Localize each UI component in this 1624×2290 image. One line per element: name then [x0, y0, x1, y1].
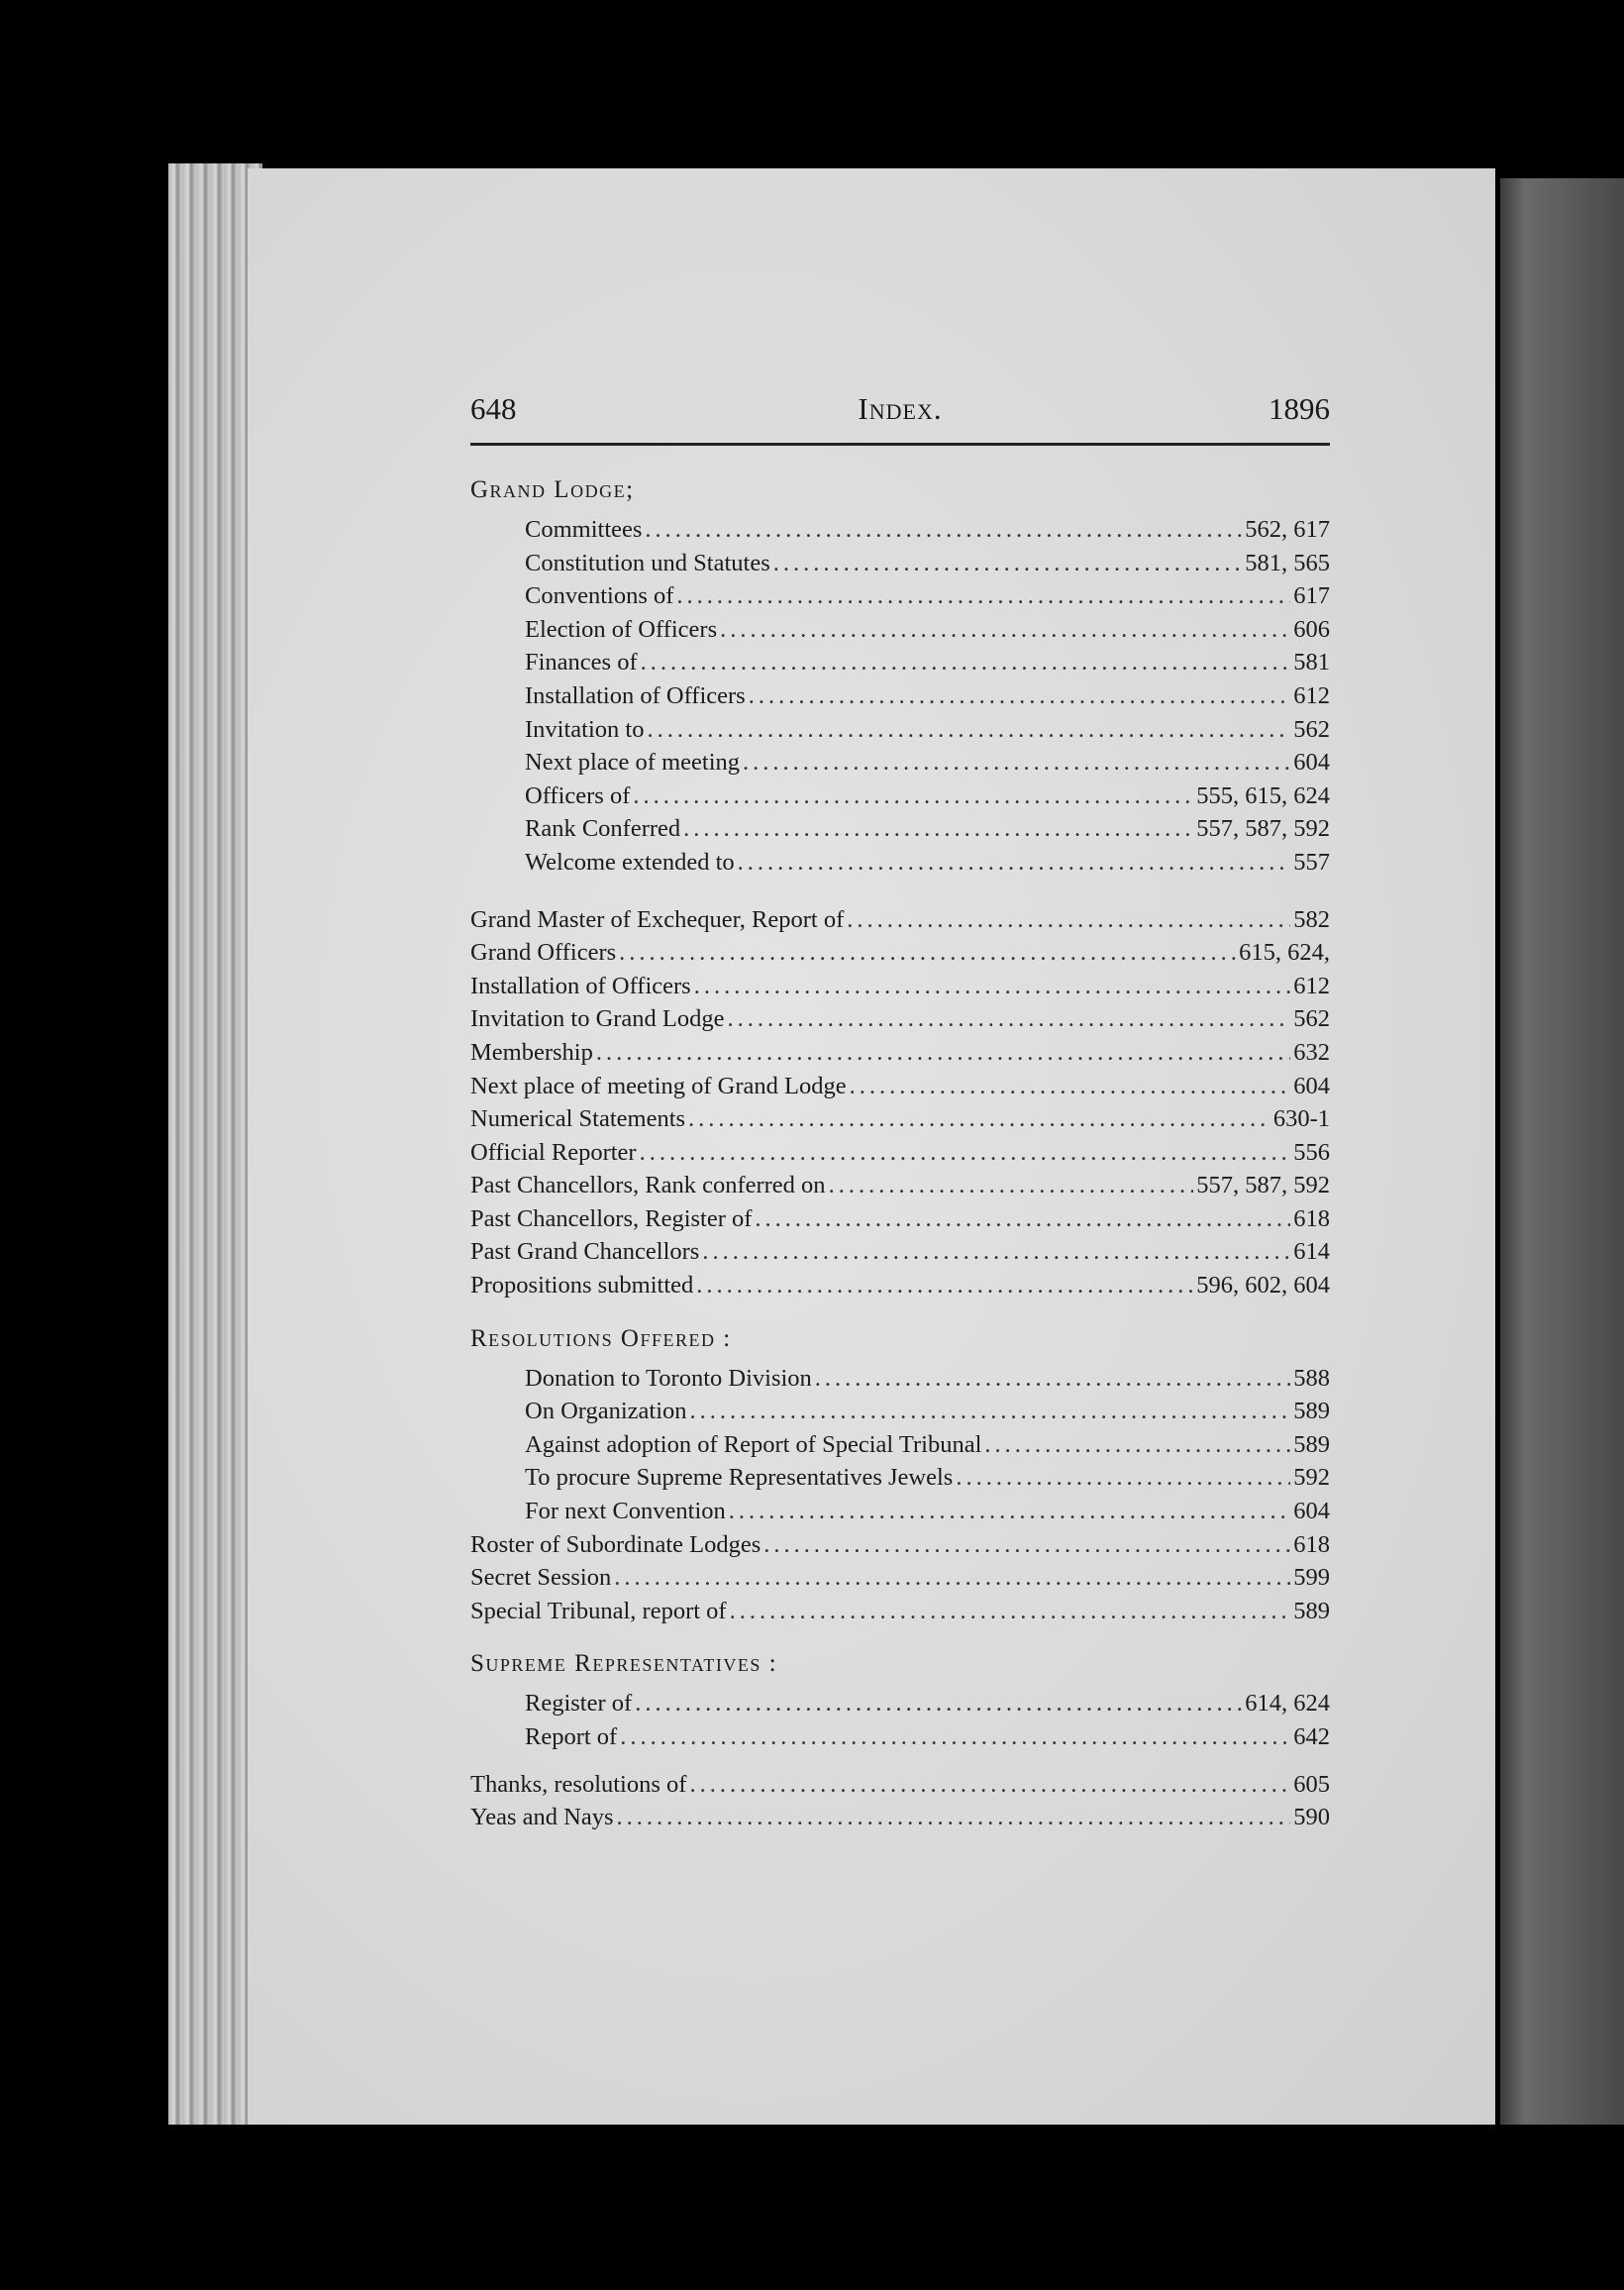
index-entry-pages: 557, 587, 592: [1196, 1172, 1330, 1199]
dot-leader: [596, 1036, 1290, 1070]
grand-lodge-entries: [470, 513, 1330, 880]
index-entry-pages: 642: [1293, 1723, 1330, 1750]
dot-leader: [984, 1428, 1290, 1462]
index-entry-label: Secret Session: [470, 1564, 612, 1592]
supreme-representatives-entries: [470, 1687, 1330, 1753]
index-entry-pages: 557: [1293, 848, 1330, 876]
index-entry: [470, 579, 1330, 613]
index-entry: [470, 646, 1330, 679]
index-entry-pages: 582: [1293, 905, 1330, 933]
index-entry-pages: 590: [1293, 1804, 1330, 1831]
index-entry: [470, 1595, 1330, 1628]
dot-leader: [743, 746, 1290, 780]
index-entry-label: Conventions of: [525, 582, 674, 610]
index-entry-label: Invitation to: [525, 715, 645, 743]
general-entries-c: [470, 1768, 1330, 1834]
dot-leader: [647, 713, 1290, 747]
index-entry-pages: 605: [1293, 1770, 1330, 1798]
dot-leader: [694, 970, 1291, 1003]
index-entry: [470, 1102, 1330, 1136]
general-entries-a: [470, 903, 1330, 1302]
index-entry-pages: 606: [1293, 615, 1330, 643]
dot-leader: [850, 1070, 1291, 1103]
index-entry: [470, 1428, 1330, 1462]
index-entry-pages: 618: [1293, 1530, 1330, 1558]
index-entry-label: Special Tribunal, report of: [470, 1597, 727, 1624]
index-entry-pages: 589: [1293, 1430, 1330, 1458]
index-entry-pages: 581, 565: [1245, 549, 1330, 576]
dot-leader: [633, 780, 1193, 813]
index-entry-pages: 562: [1293, 1005, 1330, 1033]
index-entry-pages: 562, 617: [1245, 516, 1330, 543]
dot-leader: [696, 1269, 1193, 1302]
index-entry-label: Past Chancellors, Rank conferred on: [470, 1172, 826, 1199]
index-entry-label: Report of: [525, 1723, 618, 1750]
index-entry-label: Grand Master of Exchequer, Report of: [470, 905, 845, 933]
index-entry-pages: 592: [1293, 1464, 1330, 1492]
index-entry-label: Rank Conferred: [525, 815, 681, 843]
page-year: 1896: [1269, 391, 1330, 426]
index-entry-pages: 612: [1293, 972, 1330, 999]
dot-leader: [683, 812, 1193, 846]
index-entry: [470, 1070, 1330, 1103]
index-entry: [470, 1036, 1330, 1070]
section-heading-grand-lodge: Grand Lodge;: [470, 476, 635, 503]
dot-leader: [773, 547, 1243, 580]
index-entry-label: Membership: [470, 1038, 593, 1066]
index-entry: [470, 1687, 1330, 1720]
index-entry-label: Past Chancellors, Register of: [470, 1204, 753, 1232]
index-entry-pages: 555, 615, 624: [1196, 781, 1330, 809]
dot-leader: [847, 903, 1290, 937]
index-entry-pages: 557, 587, 592: [1196, 815, 1330, 843]
index-entry-label: Yeas and Nays: [470, 1804, 614, 1831]
index-entry-pages: 556: [1293, 1138, 1330, 1166]
index-entry-pages: 581: [1293, 649, 1330, 677]
index-entry-pages: 604: [1293, 1072, 1330, 1099]
index-entry: [470, 679, 1330, 713]
dot-leader: [829, 1169, 1194, 1202]
section-heading-supreme-representatives: Supreme Representatives :: [470, 1650, 778, 1678]
dot-leader: [645, 513, 1242, 547]
facing-page-edge: [1500, 178, 1624, 2125]
index-entry: [470, 1002, 1330, 1036]
index-entry-pages: 562: [1293, 715, 1330, 743]
index-entry-label: Installation of Officers: [525, 681, 746, 709]
dot-leader: [738, 846, 1291, 880]
index-entry-pages: 617: [1293, 582, 1330, 610]
page-header: [470, 391, 1330, 446]
index-entry: [470, 1461, 1330, 1495]
index-entry-label: Election of Officers: [525, 615, 718, 643]
index-entry-label: Next place of meeting: [525, 749, 741, 777]
dot-leader: [702, 1235, 1290, 1269]
index-entry: [470, 780, 1330, 813]
index-entry-label: Committees: [525, 516, 643, 543]
index-entry: [470, 1169, 1330, 1202]
index-entry: [470, 846, 1330, 880]
index-entry-pages: 615, 624,: [1239, 939, 1330, 967]
index-entry-label: Against adoption of Report of Special Tribunal: [525, 1430, 982, 1458]
index-entry: [470, 547, 1330, 580]
index-entry-label: Thanks, resolutions of: [470, 1770, 687, 1798]
index-entry: [470, 1269, 1330, 1302]
dot-leader: [729, 1495, 1290, 1528]
index-entry-label: Past Grand Chancellors: [470, 1238, 700, 1266]
section-heading-resolutions: Resolutions Offered :: [470, 1324, 732, 1352]
index-entry-label: Donation to Toronto Division: [525, 1364, 812, 1392]
index-entry-pages: 632: [1293, 1038, 1330, 1066]
index-entry: [470, 1362, 1330, 1396]
index-entry: [470, 746, 1330, 780]
index-entry-pages: 618: [1293, 1204, 1330, 1232]
index-entry-pages: 614: [1293, 1238, 1330, 1266]
index-entry-label: Roster of Subordinate Lodges: [470, 1530, 761, 1558]
index-entry-label: Welcome extended to: [525, 848, 735, 876]
dot-leader: [640, 1136, 1291, 1170]
index-entry: [470, 1528, 1330, 1562]
index-entry-pages: 630-1: [1272, 1105, 1330, 1133]
index-entry-pages: 604: [1293, 749, 1330, 777]
dot-leader: [749, 679, 1291, 713]
dot-leader: [720, 613, 1290, 647]
index-entry-label: On Organization: [525, 1398, 687, 1425]
index-entry-label: For next Convention: [525, 1498, 726, 1525]
index-entry-label: Finances of: [525, 649, 638, 677]
index-entry-label: Constitution und Statutes: [525, 549, 770, 576]
dot-leader: [614, 1561, 1290, 1595]
index-entry-pages: 614, 624: [1245, 1690, 1330, 1718]
index-entry: [470, 1801, 1330, 1834]
index-entry: [470, 970, 1330, 1003]
dot-leader: [755, 1202, 1290, 1236]
index-entry-label: Next place of meeting of Grand Lodge: [470, 1072, 847, 1099]
index-entry-label: Officers of: [525, 781, 631, 809]
dot-leader: [676, 579, 1290, 613]
dot-leader: [956, 1461, 1290, 1495]
dot-leader: [617, 1801, 1291, 1834]
index-entry: [470, 1202, 1330, 1236]
index-entry-pages: 588: [1293, 1364, 1330, 1392]
index-entry-label: To procure Supreme Representatives Jewels: [525, 1464, 954, 1492]
dot-leader: [689, 1768, 1290, 1802]
index-entry: [470, 1136, 1330, 1170]
dot-leader: [619, 936, 1236, 970]
dot-leader: [620, 1720, 1290, 1754]
index-entry-pages: 604: [1293, 1498, 1330, 1525]
index-entry-pages: 589: [1293, 1597, 1330, 1624]
dot-leader: [728, 1002, 1291, 1036]
index-entry: [470, 1395, 1330, 1428]
index-entry: [470, 1561, 1330, 1595]
index-entry-label: Grand Officers: [470, 939, 617, 967]
index-entry: [470, 812, 1330, 846]
index-entry-label: Official Reporter: [470, 1138, 637, 1166]
page-title: Index.: [858, 391, 943, 426]
index-entry-label: Numerical Statements: [470, 1105, 686, 1133]
dot-leader: [690, 1395, 1291, 1428]
index-entry: [470, 1235, 1330, 1269]
dot-leader: [635, 1687, 1242, 1720]
index-entry: [470, 1768, 1330, 1802]
index-entry-pages: 612: [1293, 681, 1330, 709]
index-entry: [470, 613, 1330, 647]
index-entry-label: Installation of Officers: [470, 972, 691, 999]
dot-leader: [688, 1102, 1270, 1136]
index-entry: [470, 513, 1330, 547]
dot-leader: [815, 1362, 1290, 1396]
index-entry: [470, 1720, 1330, 1754]
page-number: 648: [470, 391, 517, 426]
general-entries-b: [470, 1528, 1330, 1628]
index-entry: [470, 936, 1330, 970]
index-entry-pages: 589: [1293, 1398, 1330, 1425]
index-entry-pages: 596, 602, 604: [1196, 1272, 1330, 1300]
index-entry: [470, 903, 1330, 937]
index-entry-label: Invitation to Grand Lodge: [470, 1005, 725, 1033]
index-entry-label: Propositions submitted: [470, 1272, 694, 1300]
dot-leader: [641, 646, 1291, 679]
resolutions-entries: [470, 1362, 1330, 1528]
dot-leader: [730, 1595, 1291, 1628]
dot-leader: [763, 1528, 1290, 1562]
index-entry: [470, 713, 1330, 747]
index-entry-pages: 599: [1293, 1564, 1330, 1592]
index-entry-label: Register of: [525, 1690, 633, 1718]
index-entry: [470, 1495, 1330, 1528]
index-list: [470, 468, 1330, 1834]
